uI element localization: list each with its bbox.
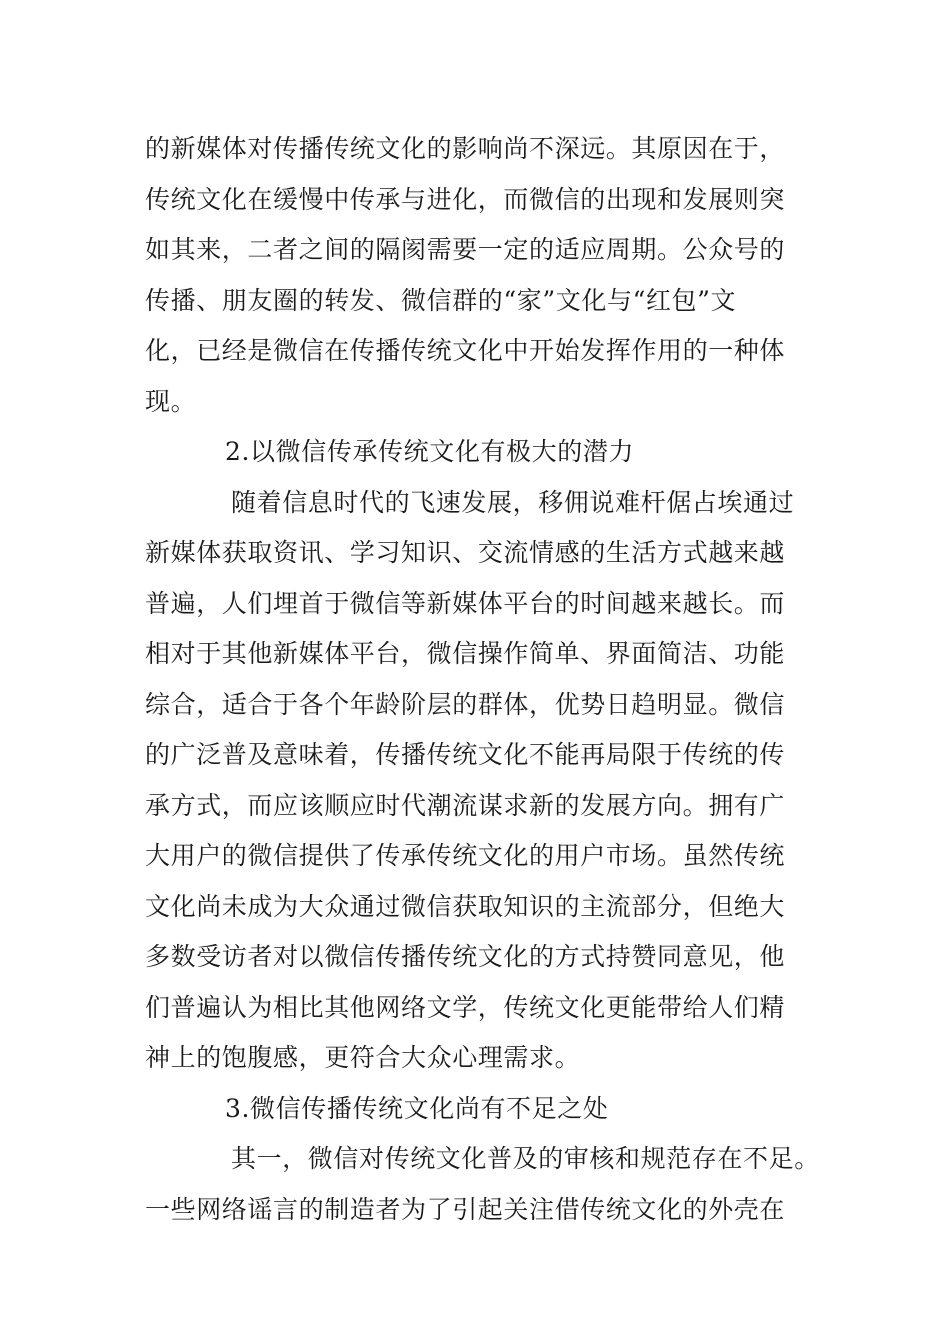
text-line: 的新媒体对传播传统文化的影响尚不深远。其原因在于， — [145, 134, 786, 163]
paragraph-2 — [145, 478, 845, 1084]
text-line: 综合，适合于各个年龄阶层的群体，优势日趋明显。微信 — [145, 689, 786, 719]
text-line: 多数受访者对以微信传播传统文化的方式持赞同意见，他 — [145, 942, 786, 971]
text-line: 一些网络谣言的制造者为了引起关注借传统文化的外壳在 — [145, 1194, 786, 1224]
text-line: 随着信息时代的飞速发展，移佣说难杆倨占埃通过 — [231, 487, 795, 517]
text-line: 传播、朋友圈的转发、微信群的“家”文化与“红包”文 — [145, 285, 737, 315]
text-line: 传统文化在缓慢中传承与进化，而微信的出现和发展则突 — [145, 184, 786, 214]
document-body — [145, 124, 845, 1235]
text-line: 的广泛普及意味着，传播传统文化不能再局限于传统的传 — [145, 740, 786, 769]
paragraph-1 — [145, 124, 845, 427]
text-line: 大用户的微信提供了传承传统文化的用户市场。虽然传统 — [145, 841, 786, 870]
section-heading-2: 2.以微信传承传统文化有极大的潜力 — [225, 437, 635, 466]
text-line: 现。 — [145, 386, 197, 416]
text-line: 普遍，人们埋首于微信等新媒体平台的时间越来越长。而 — [145, 588, 786, 618]
text-line: 文化尚未成为大众通过微信获取知识的主流部分，但绝大 — [145, 891, 786, 921]
text-line: 其一，微信对传统文化普及的审核和规范存在不足。 — [231, 1144, 820, 1173]
text-line: 们普遍认为相比其他网络文学，传统文化更能带给人们精 — [145, 992, 786, 1022]
text-line: 相对于其他新媒体平台，微信操作简单、界面简洁、功能 — [145, 639, 786, 668]
text-line: 如其来，二者之间的隔阂需要一定的适应周期。公众号的 — [145, 235, 786, 264]
text-line: 承方式，而应该顺应时代潮流谋求新的发展方向。拥有广 — [145, 790, 786, 820]
text-line: 神上的饱腹感，更符合大众心理需求。 — [145, 1043, 581, 1072]
text-line: 化，已经是微信在传播传统文化中开始发挥作用的一种体 — [145, 336, 786, 365]
text-line: 新媒体获取资讯、学习知识、交流情感的生活方式越来越 — [145, 538, 786, 567]
section-heading-3: 3.微信传播传统文化尚有不足之处 — [225, 1093, 609, 1123]
paragraph-3 — [145, 1134, 845, 1235]
